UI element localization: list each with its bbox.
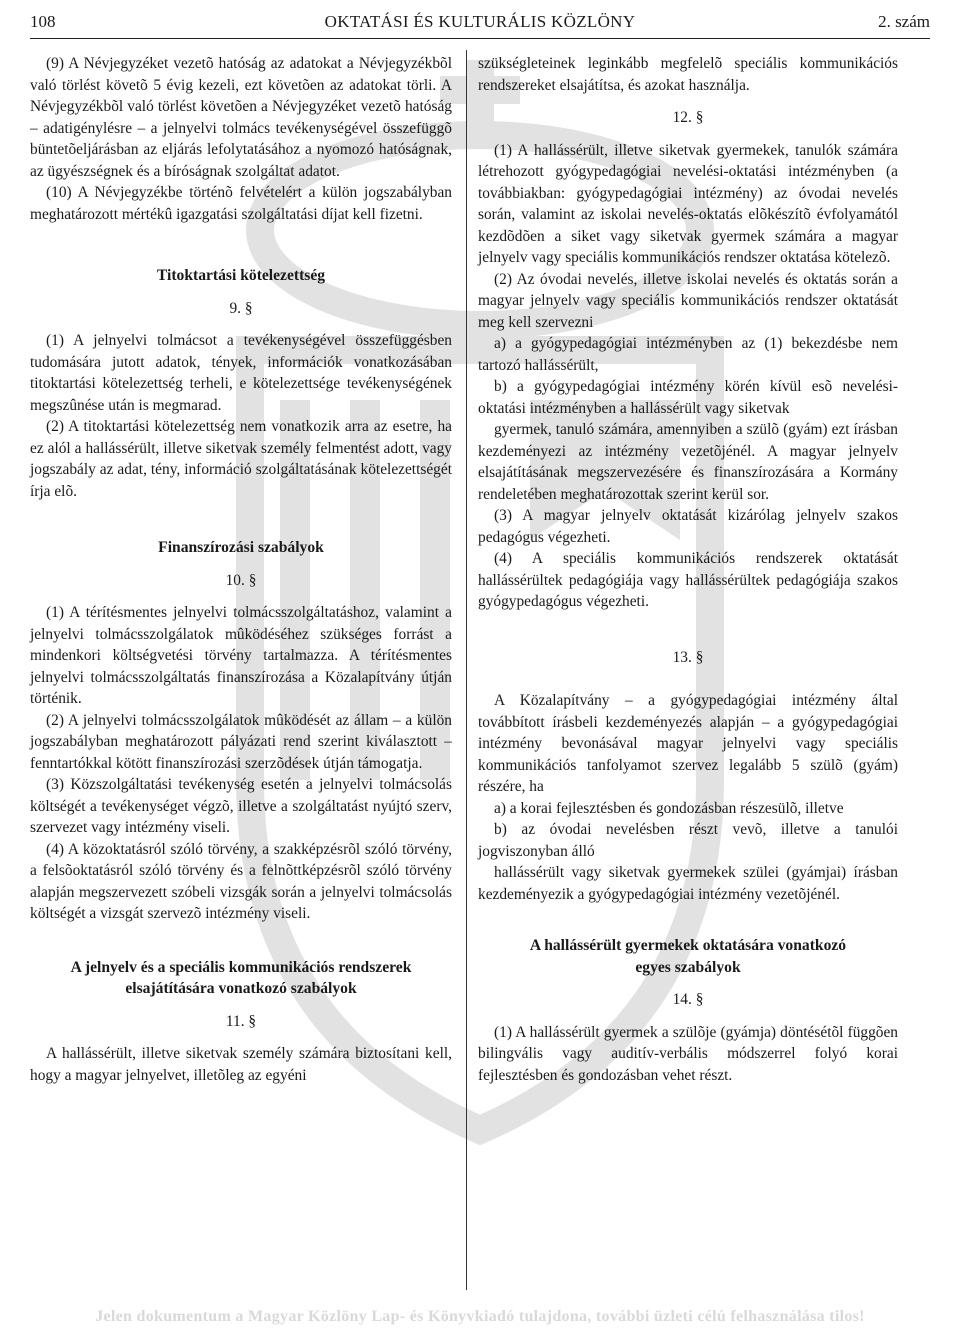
paragraph: (2) A titoktartási kötelezettség nem vonatkozik arra az esetre, ha ez alól a hallássérült, illetve siketvak személy felmentést adott, vagy jogszabály az adat, tény, információ szolgáltatásának kötelezettségét írja elõ.	[30, 418, 452, 500]
paragraph: a) a korai fejlesztésben és gondozásban részesülõ, illetve	[494, 799, 844, 817]
paragraph: gyermek, tanuló számára, amennyiben a szülõ (gyám) ezt írásban kezdeményezi az intézmény vezetõjénél. A magyar jelnyelv elsajátításának megszervezésére és finanszírozására a Kormány rendeletében meghatározottak szerint kerül sor.	[478, 421, 898, 503]
paragraph: (1) A jelnyelvi tolmácsot a tevékenységével összefüggésben tudomására jutott adatok, tények, információk vonatkozásában titoktartási kötelezettség terheli, e kötelezettsége tevékenységének megszûnése után is megmarad.	[30, 332, 452, 414]
section-heading: A jelnyelv és a speciális kommunikációs rendszerek	[70, 958, 412, 976]
paragraph: (1) A térítésmentes jelnyelvi tolmácsszolgáltatáshoz, valamint a jelnyelvi tolmácsszolgálatok mûködéséhez szükséges forrást a mindenkori költségvetési törvény tartalmazza. A térítésmentes jelnyelvi tolmácsszolgáltatás finanszírozása a Közalapítvány útján történik.	[30, 604, 452, 707]
copyright-notice: Jelen dokumentum a Magyar Közlöny Lap- és Könyvkiadó tulajdona, további üzleti célú felhasználása tilos!	[95, 1308, 865, 1325]
paragraph: (1) A hallássérült gyermek a szülõje (gyámja) döntésétõl függõen bilingvális vagy auditív-verbális módszerrel folyó korai fejlesztésben és gondozásban vehet részt.	[478, 1023, 898, 1084]
paragraph: (1) A hallássérült, illetve siketvak gyermekek, tanulók számára létrehozott gyógypedagógiai nevelési-oktatási intézményben (a továbbiakban: gyógypedagógiai intézmény) az óvodai nevelés során, valamint az iskolai nevelés-oktatás elõkészítõ évfolyamától kezdõdõen a siket vagy siketvak gyermek számára a magyar jelnyelv vagy speciális kommunikációs rendszer oktatása kötelezõ.	[478, 141, 898, 266]
section-number: 13. §	[672, 648, 704, 666]
section-number: 12. §	[672, 109, 704, 126]
issue-number: 2. szám	[878, 12, 930, 31]
paragraph: b) az óvodai nevelésben részt vevõ, illetve a tanulói jogviszonyban álló	[478, 821, 898, 860]
section-number: 9. §	[229, 299, 253, 317]
section-heading: A hallássérült gyermekek oktatására vonatkozó	[529, 937, 847, 954]
right-column	[478, 53, 898, 1086]
section-heading: egyes szabályok	[635, 958, 741, 976]
paragraph: (2) A jelnyelvi tolmácsszolgálatok mûködését az állam – a külön jogszabályban meghatározott pályázati rend szerint kiválasztott – fenntartókkal kötött finanszírozási szerzõdések útján támogatja.	[30, 711, 452, 772]
paragraph: szükségleteinek leginkább megfelelõ speciális kommunikációs rendszereket elsajátítsa, és azokat használja.	[478, 55, 898, 94]
paragraph: (4) A közoktatásról szóló törvény, a szakképzésrõl szóló törvény, a felsõoktatásról szóló törvény és a felnõttképzésrõl szóló törvény alapján megszervezett szóbeli vizsgák során a jelnyelvi tolmácsolás költségét a vizsgát szervezõ intézmény viseli.	[30, 840, 452, 922]
paragraph: a) a gyógypedagógiai intézményben az (1) bekezdésbe nem tartozó hallássérült,	[478, 335, 898, 374]
paragraph: b) a gyógypedagógiai intézmény körén kívül esõ nevelési-oktatási intézményben a hallássérült vagy siketvak	[478, 378, 898, 417]
section-heading: Titoktartási kötelezettség	[156, 267, 326, 284]
left-column	[30, 53, 452, 1086]
section-number: 14. §	[672, 991, 704, 1008]
paragraph: (4) A speciális kommunikációs rendszerek oktatását hallássérültek pedagógiája vagy hallássérültek pedagógiája szakos gyógypedagógus végezheti.	[478, 550, 898, 610]
section-number: 11. §	[225, 1012, 257, 1030]
paragraph: (3) A magyar jelnyelv oktatását kizárólag jelnyelv szakos pedagógus végezheti.	[478, 507, 898, 546]
paragraph: A hallássérült, illetve siketvak személy számára biztosítani kell, hogy a magyar jelnyelvet, illetõleg az egyéni	[30, 1045, 452, 1084]
paragraph: (10) A Névjegyzékbe történõ felvételért a külön jogszabályban meghatározott mértékû igazgatási szolgáltatási díjat kell fizetni.	[30, 184, 452, 223]
column-divider	[466, 50, 467, 1290]
page-number: 108	[30, 12, 56, 31]
paragraph: A Közalapítvány – a gyógypedagógiai intézmény által továbbított írásbeli kezdeményezés alapján – a gyógypedagógiai intézmény bevonásával magyar jelnyelvi vagy speciális kommunikációs tanfolyamot szervez legalább 5 szülõ (gyám) részére, ha	[478, 692, 898, 795]
section-heading: elsajátítására vonatkozó szabályok	[125, 980, 357, 997]
paragraph: (2) Az óvodai nevelés, illetve iskolai nevelés és oktatás során a magyar jelnyelv vagy speciális kommunikációs rendszer oktatását meg kell szervezni	[478, 270, 898, 331]
paragraph: (9) A Névjegyzéket vezetõ hatóság az adatokat a Névjegyzékbõl való törlést követõ 5 évig kezeli, ezt követõen az adatokat törli. A Névjegyzékbõl való törlést követõen a Névjegyzéket vezetõ hatóság – adatigénylésre – a jelnyelvi tolmács tevékenységével összefüggõ büntetõeljárásban az eljárás lefolytatásához a nyomozó hatóságnak, az ügyészségnek és a bíróságnak szolgáltat adatot.	[30, 55, 452, 180]
journal-title: OKTATÁSI ÉS KULTURÁLIS KÖZLÖNY	[324, 12, 636, 31]
paragraph: hallássérült vagy siketvak gyermekek szülei (gyámjai) írásban kezdeményezik a gyógypedagógiai intézmény vezetõjénél.	[478, 864, 898, 903]
page-header	[30, 6, 930, 39]
section-heading: Finanszírozási szabályok	[158, 539, 324, 556]
paragraph: (3) Közszolgáltatási tevékenység esetén a jelnyelvi tolmácsolás költségét a tevékenységet végzõ, illetve a szolgáltatást nyújtó szerv, szervezet vagy intézmény viseli.	[30, 776, 452, 836]
section-number: 10. §	[225, 571, 257, 589]
